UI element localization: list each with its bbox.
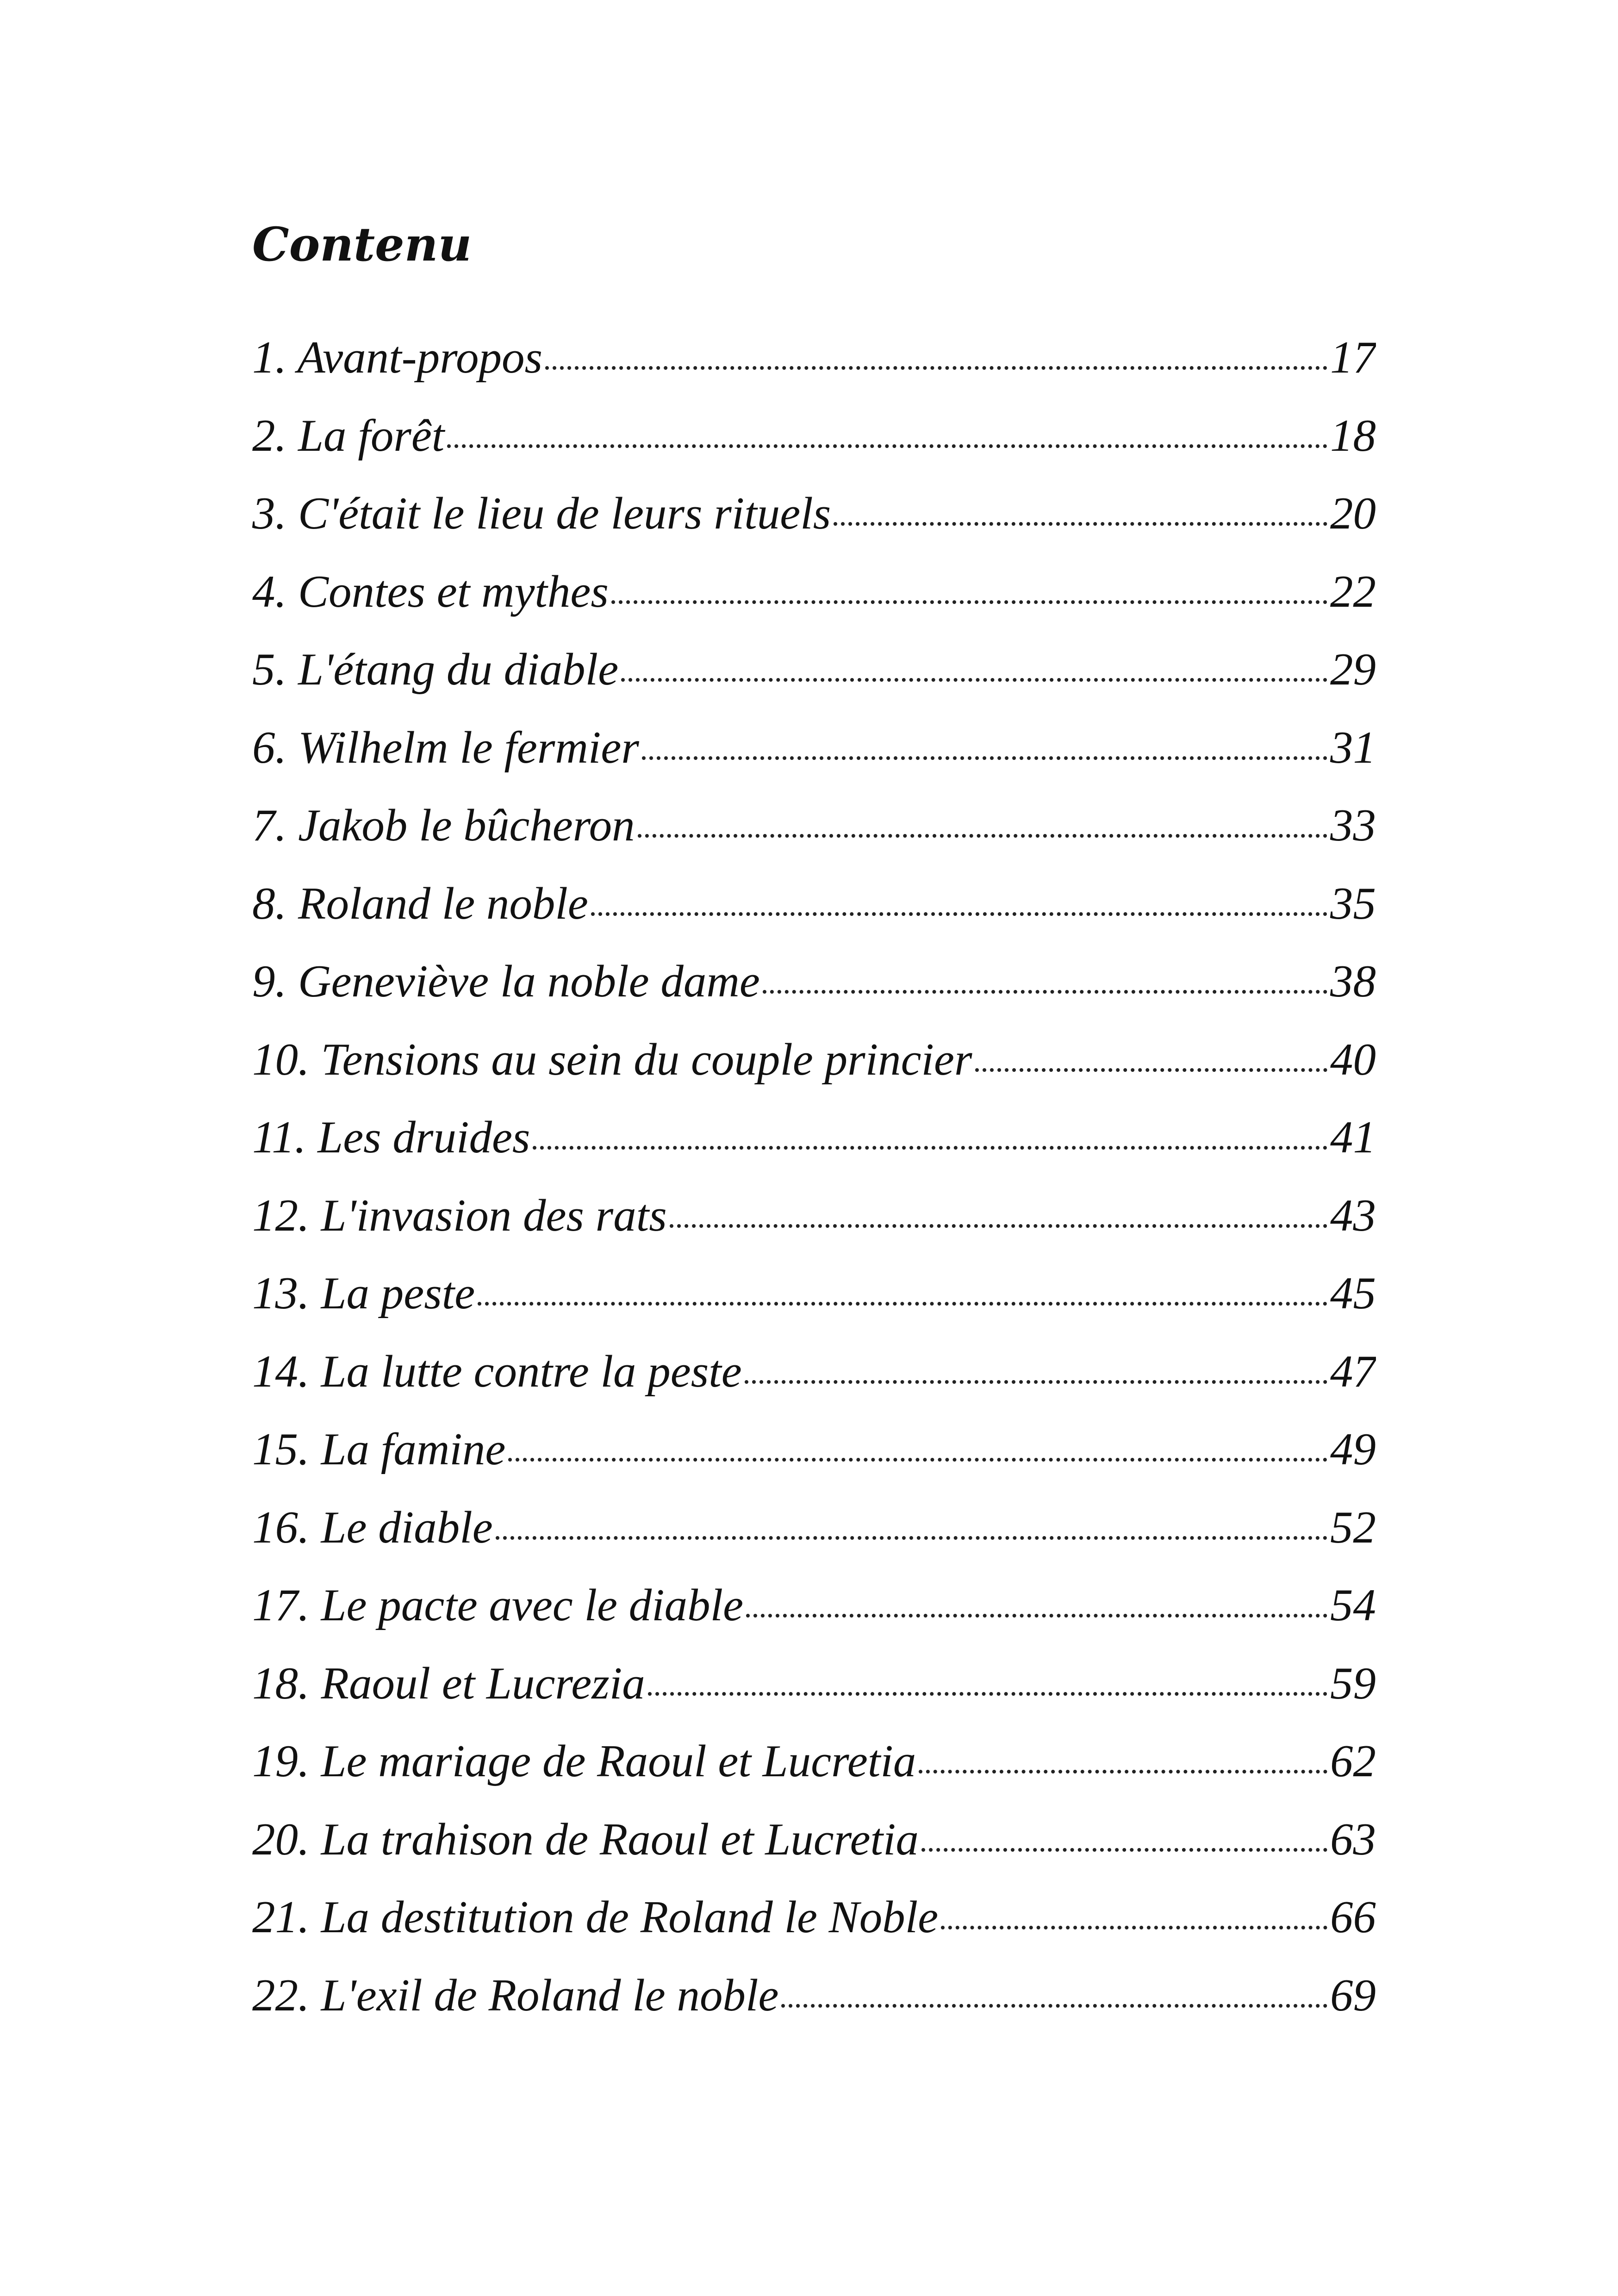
toc-entry-title: 12. L'invasion des rats xyxy=(252,1190,667,1241)
toc-entry-page-number: 18 xyxy=(1330,410,1376,461)
toc-entry xyxy=(252,1255,1376,1333)
toc-entry-page-number: 38 xyxy=(1330,956,1376,1007)
toc-entry xyxy=(252,1333,1376,1411)
toc-entry xyxy=(252,1489,1376,1567)
dot-leader xyxy=(496,1536,1327,1540)
dot-leader xyxy=(508,1458,1327,1462)
toc-entry xyxy=(252,1801,1376,1879)
toc-entry-page-number: 54 xyxy=(1330,1580,1376,1630)
toc-entry xyxy=(252,1723,1376,1801)
toc-entry-title: 8. Roland le noble xyxy=(252,878,588,929)
toc-entry-page-number: 35 xyxy=(1330,878,1376,929)
toc-title: Contenu xyxy=(252,217,472,272)
dot-leader xyxy=(919,1770,1327,1773)
dot-leader xyxy=(941,1926,1327,1929)
dot-leader xyxy=(447,444,1327,448)
toc-entry-page-number: 22 xyxy=(1330,566,1376,617)
dot-leader xyxy=(746,1614,1327,1618)
toc-entry-title: 13. La peste xyxy=(252,1268,475,1319)
toc-entry-page-number: 45 xyxy=(1330,1268,1376,1319)
toc-entry xyxy=(252,397,1376,475)
toc-entry xyxy=(252,865,1376,943)
toc-entry-title: 19. Le mariage de Raoul et Lucretia xyxy=(252,1736,916,1786)
toc-entry-title: 14. La lutte contre la peste xyxy=(252,1346,742,1397)
toc-entry-title: 3. C'était le lieu de leurs rituels xyxy=(252,488,831,539)
toc-entry-page-number: 52 xyxy=(1330,1502,1376,1553)
toc-entry-title: 9. Geneviève la noble dame xyxy=(252,956,760,1007)
toc-entry xyxy=(252,787,1376,865)
toc-entry-title: 11. Les druides xyxy=(252,1112,530,1163)
toc-entry xyxy=(252,1411,1376,1489)
toc-entry-page-number: 29 xyxy=(1330,644,1376,695)
dot-leader xyxy=(745,1380,1327,1384)
toc-entry xyxy=(252,1021,1376,1099)
toc-entry-title: 10. Tensions au sein du couple princier xyxy=(252,1034,972,1085)
dot-leader xyxy=(621,678,1327,682)
dot-leader xyxy=(591,912,1327,916)
toc-entry xyxy=(252,1567,1376,1645)
toc-entry-title: 17. Le pacte avec le diable xyxy=(252,1580,744,1630)
toc-entry xyxy=(252,709,1376,787)
toc-entry xyxy=(252,1957,1376,2035)
toc-entry-title: 21. La destitution de Roland le Noble xyxy=(252,1892,939,1942)
toc-entry-page-number: 63 xyxy=(1330,1814,1376,1865)
toc-entry-page-number: 43 xyxy=(1330,1190,1376,1241)
toc-entry-title: 1. Avant-propos xyxy=(252,332,543,383)
toc-entry-title: 15. La famine xyxy=(252,1424,506,1475)
dot-leader xyxy=(670,1224,1327,1228)
dot-leader xyxy=(763,990,1327,994)
dot-leader xyxy=(834,522,1327,526)
dot-leader xyxy=(921,1848,1327,1852)
toc-entry-page-number: 66 xyxy=(1330,1892,1376,1942)
toc-entry-title: 22. L'exil de Roland le noble xyxy=(252,1970,779,2021)
toc-entry-page-number: 31 xyxy=(1330,722,1376,773)
toc-entry xyxy=(252,319,1376,397)
toc-entry-title: 5. L'étang du diable xyxy=(252,644,619,695)
dot-leader xyxy=(638,834,1327,838)
toc-entry-page-number: 20 xyxy=(1330,488,1376,539)
toc-entry-title: 2. La forêt xyxy=(252,410,445,461)
dot-leader xyxy=(648,1692,1327,1696)
dot-leader xyxy=(611,600,1327,604)
toc-entry-title: 20. La trahison de Raoul et Lucretia xyxy=(252,1814,919,1865)
toc-entry-page-number: 33 xyxy=(1330,800,1376,851)
toc-entry-page-number: 62 xyxy=(1330,1736,1376,1786)
dot-leader xyxy=(545,366,1327,370)
dot-leader xyxy=(642,756,1327,760)
toc-entry-page-number: 69 xyxy=(1330,1970,1376,2021)
toc-entry xyxy=(252,553,1376,631)
toc-entry-page-number: 49 xyxy=(1330,1424,1376,1475)
toc-entry-page-number: 59 xyxy=(1330,1658,1376,1709)
toc-entry-title: 4. Contes et mythes xyxy=(252,566,609,617)
toc-entry xyxy=(252,1645,1376,1723)
toc-entry xyxy=(252,1099,1376,1177)
toc-entry-page-number: 17 xyxy=(1330,332,1376,383)
toc-entry-title: 6. Wilhelm le fermier xyxy=(252,722,639,773)
toc-entry-title: 16. Le diable xyxy=(252,1502,493,1553)
toc-list xyxy=(252,319,1376,2035)
toc-entry-page-number: 47 xyxy=(1330,1346,1376,1397)
dot-leader xyxy=(975,1068,1327,1072)
toc-entry xyxy=(252,475,1376,553)
toc-entry xyxy=(252,631,1376,709)
toc-entry-page-number: 41 xyxy=(1330,1112,1376,1163)
toc-entry-title: 7. Jakob le bûcheron xyxy=(252,800,635,851)
toc-entry xyxy=(252,1879,1376,1957)
toc-entry xyxy=(252,1177,1376,1255)
dot-leader xyxy=(781,2004,1327,2008)
toc-entry xyxy=(252,943,1376,1021)
dot-leader xyxy=(533,1146,1327,1150)
toc-entry-title: 18. Raoul et Lucrezia xyxy=(252,1658,645,1709)
toc-entry-page-number: 40 xyxy=(1330,1034,1376,1085)
dot-leader xyxy=(478,1302,1327,1306)
